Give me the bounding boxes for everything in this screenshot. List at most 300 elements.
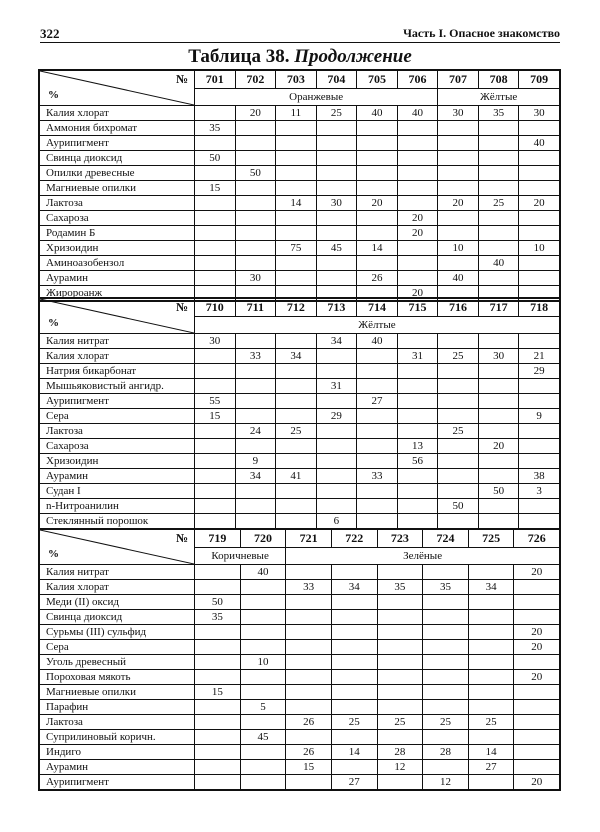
percent-value: [357, 211, 398, 226]
percent-value: 50: [195, 595, 241, 610]
percent-value: [331, 655, 377, 670]
ingredient-name: Магниевые опилки: [40, 685, 195, 700]
percent-value: [468, 625, 514, 640]
percent-value: [316, 469, 357, 484]
percent-value: [276, 211, 317, 226]
percent-value: [478, 211, 519, 226]
percent-value: [195, 136, 236, 151]
ingredient-row: [40, 349, 560, 364]
column-number: 707: [438, 71, 479, 89]
percent-value: 75: [276, 241, 317, 256]
percent-value: [397, 484, 438, 499]
percent-value: 10: [240, 655, 286, 670]
percent-value: [478, 334, 519, 349]
corner-cell: [40, 71, 195, 106]
percent-value: [438, 364, 479, 379]
ingredient-name: Аурамин: [40, 469, 195, 484]
percent-value: [397, 151, 438, 166]
percent-value: 34: [468, 580, 514, 595]
column-number: 709: [519, 71, 560, 89]
percent-value: [519, 121, 560, 136]
percent-value: 33: [357, 469, 398, 484]
percent-value: [316, 454, 357, 469]
percent-value: [519, 379, 560, 394]
percent-value: [397, 181, 438, 196]
column-number: 703: [276, 71, 317, 89]
percent-value: [331, 565, 377, 580]
ingredient-name: Сера: [40, 640, 195, 655]
percent-value: [357, 514, 398, 529]
percent-value: 25: [331, 715, 377, 730]
ingredient-row: [40, 700, 560, 715]
percent-value: 33: [286, 580, 332, 595]
percent-value: 27: [468, 760, 514, 775]
ingredient-name: Лактоза: [40, 715, 195, 730]
percent-value: [286, 595, 332, 610]
percent-value: [468, 700, 514, 715]
percent-value: [438, 334, 479, 349]
column-number: 723: [377, 530, 423, 548]
percent-value: [519, 394, 560, 409]
ingredient-name: Судан I: [40, 484, 195, 499]
percent-value: 41: [276, 469, 317, 484]
percent-value: [468, 565, 514, 580]
percent-value: 55: [195, 394, 236, 409]
percent-value: [276, 226, 317, 241]
percent-value: [377, 775, 423, 790]
corner-percent-sign: %: [48, 89, 59, 101]
percent-value: [397, 379, 438, 394]
percent-value: 25: [468, 715, 514, 730]
composition-table-2: [39, 298, 560, 529]
color-group-label: Жёлтые: [438, 89, 560, 106]
percent-value: [195, 106, 236, 121]
percent-value: [377, 685, 423, 700]
ingredient-name: Сера: [40, 409, 195, 424]
ingredient-name: Хризоидин: [40, 241, 195, 256]
percent-value: [195, 640, 241, 655]
column-number: 702: [235, 71, 276, 89]
percent-value: [357, 409, 398, 424]
percent-value: [357, 151, 398, 166]
percent-value: 35: [195, 610, 241, 625]
ingredient-row: [40, 565, 560, 580]
percent-value: [519, 424, 560, 439]
percent-value: [195, 226, 236, 241]
percent-value: [468, 610, 514, 625]
percent-value: 14: [276, 196, 317, 211]
percent-value: [240, 775, 286, 790]
color-group-label: Зелёные: [286, 548, 560, 565]
percent-value: [438, 394, 479, 409]
percent-value: [316, 394, 357, 409]
percent-value: 40: [357, 106, 398, 121]
ingredient-name: Аурипигмент: [40, 136, 195, 151]
percent-value: [519, 256, 560, 271]
ingredient-row: [40, 775, 560, 790]
percent-value: [468, 730, 514, 745]
corner-cell: [40, 299, 195, 334]
percent-value: 29: [316, 409, 357, 424]
percent-value: [478, 364, 519, 379]
percent-value: [240, 625, 286, 640]
ingredient-row: [40, 241, 560, 256]
percent-value: [316, 424, 357, 439]
color-group-label: Жёлтые: [195, 317, 560, 334]
percent-value: 26: [286, 745, 332, 760]
percent-value: [357, 454, 398, 469]
percent-value: [235, 409, 276, 424]
percent-value: [397, 514, 438, 529]
ingredient-row: [40, 334, 560, 349]
percent-value: 26: [357, 271, 398, 286]
ingredient-name: Индиго: [40, 745, 195, 760]
percent-value: [195, 469, 236, 484]
percent-value: 50: [478, 484, 519, 499]
ingredient-name: Натрия бикарбонат: [40, 364, 195, 379]
percent-value: 5: [240, 700, 286, 715]
percent-value: 20: [478, 439, 519, 454]
percent-value: [235, 121, 276, 136]
percent-value: [195, 196, 236, 211]
ingredient-row: [40, 655, 560, 670]
percent-value: [519, 454, 560, 469]
percent-value: [397, 499, 438, 514]
ingredient-row: [40, 469, 560, 484]
percent-value: [514, 760, 560, 775]
column-number: 721: [286, 530, 332, 548]
percent-value: 34: [235, 469, 276, 484]
ingredient-name: Жиророанж: [40, 286, 195, 301]
percent-value: [276, 166, 317, 181]
percent-value: [377, 700, 423, 715]
percent-value: 25: [377, 715, 423, 730]
ingredient-row: [40, 106, 560, 121]
percent-value: [240, 610, 286, 625]
percent-value: [478, 166, 519, 181]
percent-value: [519, 211, 560, 226]
percent-value: [514, 715, 560, 730]
table-title-main: Таблица 38.: [188, 46, 290, 67]
column-number: 714: [357, 299, 398, 317]
percent-value: 15: [195, 181, 236, 196]
percent-value: [286, 610, 332, 625]
composition-table-1: [39, 70, 560, 301]
corner-percent-sign: %: [48, 317, 59, 329]
percent-value: [423, 730, 469, 745]
percent-value: [514, 595, 560, 610]
percent-value: [331, 670, 377, 685]
percent-value: [514, 655, 560, 670]
percent-value: [397, 424, 438, 439]
column-number-row: [40, 299, 560, 317]
percent-value: 25: [316, 106, 357, 121]
ingredient-name: Свинца диоксид: [40, 610, 195, 625]
column-number: 716: [438, 299, 479, 317]
percent-value: [195, 670, 241, 685]
column-number: 704: [316, 71, 357, 89]
percent-value: [316, 484, 357, 499]
ingredient-name: Калия хлорат: [40, 106, 195, 121]
percent-value: [397, 166, 438, 181]
percent-value: [514, 745, 560, 760]
corner-diagonal: [40, 299, 194, 333]
percent-value: [438, 181, 479, 196]
color-group-label: Оранжевые: [195, 89, 438, 106]
percent-value: [519, 334, 560, 349]
ingredient-name: Родамин Б: [40, 226, 195, 241]
percent-value: 40: [240, 565, 286, 580]
percent-value: [478, 469, 519, 484]
column-number: 715: [397, 299, 438, 317]
percent-value: [316, 121, 357, 136]
percent-value: [478, 514, 519, 529]
percent-value: 50: [438, 499, 479, 514]
percent-value: [276, 499, 317, 514]
percent-value: [235, 334, 276, 349]
percent-value: [438, 226, 479, 241]
percent-value: [438, 409, 479, 424]
column-number: 722: [331, 530, 377, 548]
percent-value: 14: [357, 241, 398, 256]
percent-value: [478, 226, 519, 241]
column-number: 726: [514, 530, 560, 548]
percent-value: [438, 439, 479, 454]
percent-value: [235, 211, 276, 226]
ingredient-name: Свинца диоксид: [40, 151, 195, 166]
percent-value: 50: [195, 151, 236, 166]
corner-cell: [40, 530, 195, 565]
percent-value: [478, 241, 519, 256]
percent-value: 20: [519, 196, 560, 211]
ingredient-row: [40, 121, 560, 136]
percent-value: [438, 514, 479, 529]
percent-value: [235, 196, 276, 211]
percent-value: [397, 136, 438, 151]
percent-value: 25: [478, 196, 519, 211]
ingredient-name: Калия хлорат: [40, 349, 195, 364]
percent-value: [286, 685, 332, 700]
column-number: 717: [478, 299, 519, 317]
percent-value: [423, 670, 469, 685]
percent-value: [397, 469, 438, 484]
percent-value: [316, 181, 357, 196]
ingredient-name: Калия хлорат: [40, 580, 195, 595]
percent-value: [276, 121, 317, 136]
percent-value: [276, 364, 317, 379]
percent-value: [276, 151, 317, 166]
percent-value: [195, 565, 241, 580]
ingredient-name: Стеклянный порошок: [40, 514, 195, 529]
percent-value: [316, 211, 357, 226]
ingredient-row: [40, 379, 560, 394]
ingredient-row: [40, 640, 560, 655]
percent-value: 27: [357, 394, 398, 409]
ingredient-name: Меди (II) оксид: [40, 595, 195, 610]
percent-value: [423, 640, 469, 655]
percent-value: [423, 565, 469, 580]
percent-value: [195, 499, 236, 514]
table-title-continued: Продолжение: [294, 46, 412, 67]
percent-value: [377, 625, 423, 640]
percent-value: [276, 256, 317, 271]
percent-value: [276, 409, 317, 424]
percent-value: [519, 181, 560, 196]
percent-value: [286, 700, 332, 715]
ingredient-row: [40, 151, 560, 166]
percent-value: [195, 424, 236, 439]
percent-value: [240, 685, 286, 700]
percent-value: [316, 226, 357, 241]
ingredient-row: [40, 271, 560, 286]
percent-value: [316, 256, 357, 271]
percent-value: [331, 730, 377, 745]
percent-value: [423, 685, 469, 700]
ingredient-name: Аминоазобензол: [40, 256, 195, 271]
percent-value: [331, 760, 377, 775]
percent-value: [276, 334, 317, 349]
percent-value: 28: [377, 745, 423, 760]
column-number-row: [40, 71, 560, 89]
percent-value: [276, 439, 317, 454]
ingredient-name: Пороховая мякоть: [40, 670, 195, 685]
ingredient-row: [40, 715, 560, 730]
percent-value: [316, 349, 357, 364]
ingredient-row: [40, 484, 560, 499]
percent-value: [519, 439, 560, 454]
percent-value: [331, 640, 377, 655]
percent-value: [438, 469, 479, 484]
percent-value: [397, 364, 438, 379]
percent-value: [514, 730, 560, 745]
ingredient-row: [40, 394, 560, 409]
percent-value: [357, 349, 398, 364]
percent-value: [423, 760, 469, 775]
corner-percent-sign: %: [48, 548, 59, 560]
percent-value: [397, 121, 438, 136]
percent-value: [316, 364, 357, 379]
percent-value: [478, 151, 519, 166]
ingredient-name: Калия нитрат: [40, 334, 195, 349]
percent-value: [478, 499, 519, 514]
percent-value: [276, 454, 317, 469]
percent-value: 50: [235, 166, 276, 181]
column-number: 720: [240, 530, 286, 548]
percent-value: [235, 256, 276, 271]
percent-value: [195, 379, 236, 394]
percent-value: [276, 514, 317, 529]
percent-value: [276, 484, 317, 499]
percent-value: 20: [514, 640, 560, 655]
percent-value: 12: [423, 775, 469, 790]
percent-value: [240, 745, 286, 760]
percent-value: [286, 730, 332, 745]
percent-value: 31: [397, 349, 438, 364]
percent-value: [468, 640, 514, 655]
percent-value: 10: [519, 241, 560, 256]
percent-value: 25: [276, 424, 317, 439]
percent-value: [519, 271, 560, 286]
percent-value: 10: [438, 241, 479, 256]
percent-value: [235, 151, 276, 166]
percent-value: [235, 136, 276, 151]
percent-value: [397, 241, 438, 256]
percent-value: [514, 580, 560, 595]
percent-value: [235, 181, 276, 196]
ingredient-row: [40, 181, 560, 196]
percent-value: [423, 625, 469, 640]
percent-value: [195, 256, 236, 271]
percent-value: [316, 136, 357, 151]
percent-value: [195, 364, 236, 379]
corner-number-sign: №: [175, 72, 188, 86]
percent-value: [235, 439, 276, 454]
corner-number-sign: №: [175, 531, 188, 545]
table-title: [0, 46, 600, 68]
percent-value: 26: [286, 715, 332, 730]
percent-value: 6: [316, 514, 357, 529]
percent-value: [240, 715, 286, 730]
percent-value: [397, 256, 438, 271]
percent-value: [478, 454, 519, 469]
percent-value: [331, 595, 377, 610]
ingredient-row: [40, 685, 560, 700]
ingredient-row: [40, 196, 560, 211]
percent-value: [478, 181, 519, 196]
percent-value: 40: [397, 106, 438, 121]
percent-value: [514, 610, 560, 625]
percent-value: [195, 775, 241, 790]
percent-value: [331, 700, 377, 715]
percent-value: 34: [331, 580, 377, 595]
ingredient-name: Парафин: [40, 700, 195, 715]
percent-value: [286, 775, 332, 790]
ingredient-row: [40, 595, 560, 610]
ingredient-name: Мышьяковистый ангидр.: [40, 379, 195, 394]
page-number: 322: [40, 26, 60, 41]
percent-value: [478, 136, 519, 151]
percent-value: 35: [195, 121, 236, 136]
percent-value: [195, 514, 236, 529]
column-number: 708: [478, 71, 519, 89]
ingredient-name: Аурамин: [40, 271, 195, 286]
percent-value: 20: [397, 286, 438, 301]
percent-value: [195, 241, 236, 256]
percent-value: [240, 670, 286, 685]
percent-value: [357, 484, 398, 499]
percent-value: 3: [519, 484, 560, 499]
percent-value: [235, 514, 276, 529]
column-number: 725: [468, 530, 514, 548]
percent-value: [357, 499, 398, 514]
percent-value: 20: [438, 196, 479, 211]
column-number: 705: [357, 71, 398, 89]
percent-value: 30: [195, 334, 236, 349]
percent-value: 20: [397, 226, 438, 241]
percent-value: [423, 655, 469, 670]
ingredient-name: n-Нитроанилин: [40, 499, 195, 514]
percent-value: [235, 226, 276, 241]
percent-value: [468, 655, 514, 670]
ingredient-row: [40, 424, 560, 439]
percent-value: 20: [514, 565, 560, 580]
percent-value: 34: [276, 349, 317, 364]
percent-value: [478, 379, 519, 394]
percent-value: [286, 640, 332, 655]
percent-value: [195, 439, 236, 454]
percent-value: [438, 166, 479, 181]
percent-value: [377, 610, 423, 625]
